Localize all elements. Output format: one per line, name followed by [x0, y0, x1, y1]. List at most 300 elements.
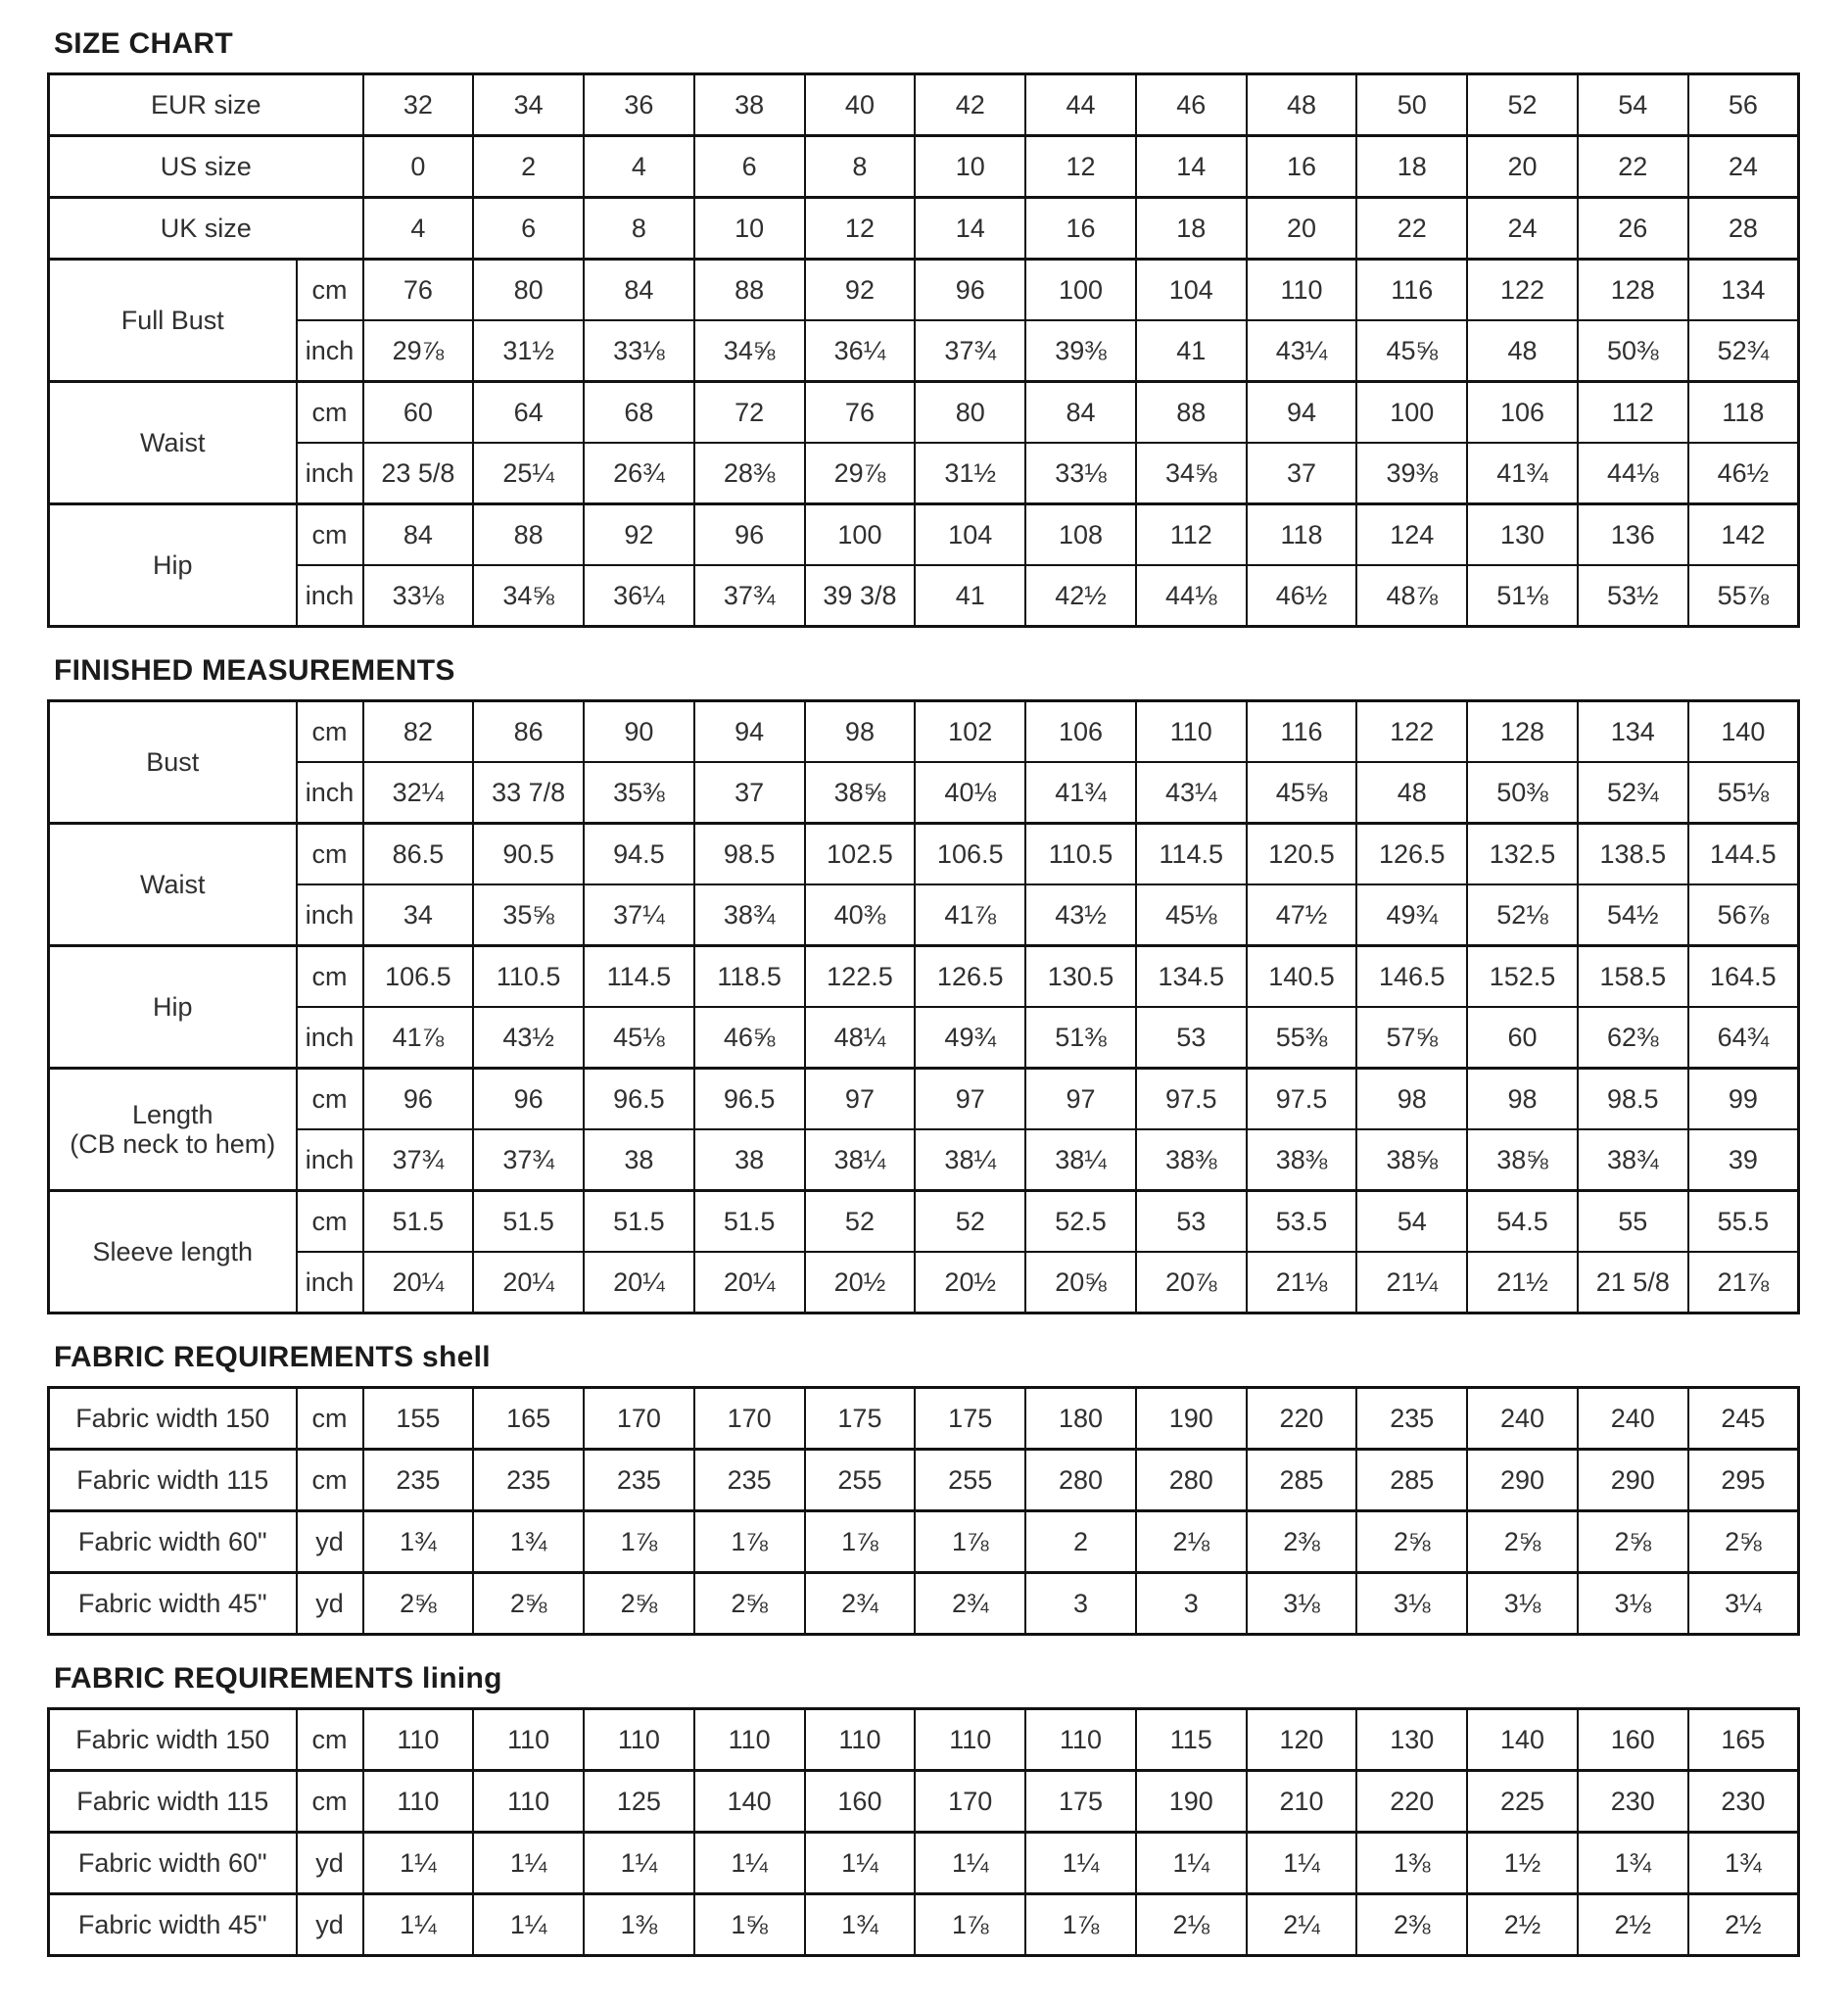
table-cell: 51⅛ — [1467, 565, 1578, 627]
table-cell: 100 — [1356, 382, 1467, 444]
table-cell: 34 — [363, 884, 474, 946]
table-cell: 115 — [1136, 1709, 1247, 1771]
table-cell: 60 — [1467, 1007, 1578, 1069]
table-cell: 128 — [1467, 701, 1578, 763]
unit-label: yd — [297, 1511, 363, 1573]
table-cell: 40 — [805, 74, 916, 136]
table-cell: 49¾ — [915, 1007, 1025, 1069]
table-cell: 46 — [1136, 74, 1247, 136]
table-cell: 104 — [1136, 260, 1247, 321]
table-cell: 220 — [1356, 1771, 1467, 1833]
table-cell: 32¼ — [363, 762, 474, 824]
table-cell: 98 — [1467, 1069, 1578, 1130]
table-cell: 43¼ — [1247, 320, 1357, 382]
row-label: UK size — [49, 198, 363, 260]
table-cell: 60 — [363, 382, 474, 444]
table-cell: 1⅞ — [584, 1511, 694, 1573]
table-cell: 190 — [1136, 1388, 1247, 1450]
table-cell: 2⅝ — [694, 1573, 805, 1635]
table-cell: 120 — [1247, 1709, 1357, 1771]
table-cell: 28⅜ — [694, 443, 805, 504]
table-cell: 48¼ — [805, 1007, 916, 1069]
table-cell: 52.5 — [1025, 1191, 1136, 1253]
table-cell: 98 — [1356, 1069, 1467, 1130]
table-cell: 1¾ — [1578, 1833, 1688, 1894]
table-row — [49, 382, 1799, 444]
table-cell: 126.5 — [1356, 824, 1467, 885]
table-cell: 29⅞ — [805, 443, 916, 504]
table-cell: 37¼ — [584, 884, 694, 946]
unit-label: inch — [297, 1007, 363, 1069]
row-label: Fabric width 45" — [49, 1894, 297, 1956]
table-cell: 2⅝ — [584, 1573, 694, 1635]
row-label: Fabric width 115 — [49, 1771, 297, 1833]
table-cell: 39 — [1688, 1129, 1799, 1191]
table-row — [49, 1252, 1799, 1313]
table-cell: 165 — [1688, 1709, 1799, 1771]
unit-label: yd — [297, 1573, 363, 1635]
table-cell: 106.5 — [915, 824, 1025, 885]
table-cell: 25¼ — [473, 443, 584, 504]
table-cell: 55 — [1578, 1191, 1688, 1253]
table-cell: 128 — [1578, 260, 1688, 321]
table-cell: 1¼ — [473, 1833, 584, 1894]
table-cell: 295 — [1688, 1450, 1799, 1511]
table-cell: 24 — [1688, 136, 1799, 198]
table-cell: 2 — [473, 136, 584, 198]
row-label-text: Hip — [152, 549, 193, 580]
table-cell: 62⅜ — [1578, 1007, 1688, 1069]
table-cell: 40⅛ — [915, 762, 1025, 824]
table-cell: 6 — [694, 136, 805, 198]
table-cell: 39 3/8 — [805, 565, 916, 627]
table-cell: 110 — [363, 1709, 474, 1771]
table-cell: 98 — [805, 701, 916, 763]
table-row — [49, 504, 1799, 566]
unit-label: cm — [297, 504, 363, 566]
table-cell: 45⅛ — [1136, 884, 1247, 946]
table-cell: 146.5 — [1356, 946, 1467, 1008]
table-cell: 98.5 — [1578, 1069, 1688, 1130]
table-cell: 68 — [584, 382, 694, 444]
table-cell: 134 — [1578, 701, 1688, 763]
table-row — [49, 701, 1799, 763]
table-cell: 1⅞ — [1025, 1894, 1136, 1956]
unit-label: yd — [297, 1833, 363, 1894]
table-cell: 96 — [694, 504, 805, 566]
table-cell: 20¼ — [363, 1252, 474, 1313]
table-cell: 76 — [363, 260, 474, 321]
table-cell: 42 — [915, 74, 1025, 136]
table-cell: 90.5 — [473, 824, 584, 885]
table-cell: 37 — [694, 762, 805, 824]
table-cell: 64¾ — [1688, 1007, 1799, 1069]
table-cell: 37 — [1247, 443, 1357, 504]
table-cell: 21⅛ — [1247, 1252, 1357, 1313]
table-cell: 96.5 — [694, 1069, 805, 1130]
table-cell: 122 — [1356, 701, 1467, 763]
table-cell: 31½ — [915, 443, 1025, 504]
table-cell: 10 — [915, 136, 1025, 198]
table-cell: 34⅝ — [473, 565, 584, 627]
table-cell: 20½ — [915, 1252, 1025, 1313]
table-cell: 18 — [1136, 198, 1247, 260]
table-cell: 20 — [1247, 198, 1357, 260]
table-cell: 1⅝ — [694, 1894, 805, 1956]
table-cell: 35⅜ — [584, 762, 694, 824]
table-cell: 164.5 — [1688, 946, 1799, 1008]
table-cell: 12 — [1025, 136, 1136, 198]
table-cell: 3 — [1025, 1573, 1136, 1635]
table-cell: 46½ — [1688, 443, 1799, 504]
table-cell: 41¾ — [1025, 762, 1136, 824]
table-cell: 40⅜ — [805, 884, 916, 946]
table-cell: 97.5 — [1247, 1069, 1357, 1130]
table-cell: 56 — [1688, 74, 1799, 136]
table-cell: 35⅝ — [473, 884, 584, 946]
table-cell: 110 — [1247, 260, 1357, 321]
table-cell: 96 — [363, 1069, 474, 1130]
table-cell: 54 — [1578, 74, 1688, 136]
table-cell: 8 — [584, 198, 694, 260]
table-cell: 51.5 — [584, 1191, 694, 1253]
table-row — [49, 1833, 1799, 1894]
table-cell: 110 — [584, 1709, 694, 1771]
table-cell: 41⅞ — [915, 884, 1025, 946]
section-title-finished-measurements: FINISHED MEASUREMENTS — [54, 654, 455, 687]
table-cell: 230 — [1578, 1771, 1688, 1833]
table-cell: 38 — [694, 1129, 805, 1191]
table-cell: 155 — [363, 1388, 474, 1450]
table-cell: 98.5 — [694, 824, 805, 885]
table-cell: 1¾ — [805, 1894, 916, 1956]
table-cell: 76 — [805, 382, 916, 444]
table-cell: 48 — [1356, 762, 1467, 824]
table-cell: 170 — [915, 1771, 1025, 1833]
table-cell: 125 — [584, 1771, 694, 1833]
table-row — [49, 1450, 1799, 1511]
finished-measurements-table — [47, 699, 1800, 1314]
unit-label: cm — [297, 824, 363, 885]
row-label — [49, 260, 297, 382]
table-cell: 110 — [694, 1709, 805, 1771]
table-cell: 235 — [694, 1450, 805, 1511]
table-cell: 86 — [473, 701, 584, 763]
table-cell: 51⅜ — [1025, 1007, 1136, 1069]
table-cell: 2⅛ — [1136, 1511, 1247, 1573]
table-cell: 16 — [1025, 198, 1136, 260]
table-cell: 99 — [1688, 1069, 1799, 1130]
table-cell: 2½ — [1688, 1894, 1799, 1956]
table-cell: 0 — [363, 136, 474, 198]
unit-label: yd — [297, 1894, 363, 1956]
table-cell: 138.5 — [1578, 824, 1688, 885]
unit-label: inch — [297, 884, 363, 946]
table-cell: 38 — [694, 74, 805, 136]
table-cell: 106 — [1467, 382, 1578, 444]
table-cell: 57⅝ — [1356, 1007, 1467, 1069]
table-row — [49, 946, 1799, 1008]
table-cell: 84 — [584, 260, 694, 321]
table-cell: 97 — [915, 1069, 1025, 1130]
table-cell: 116 — [1247, 701, 1357, 763]
table-cell: 1¾ — [473, 1511, 584, 1573]
table-cell: 88 — [1136, 382, 1247, 444]
table-cell: 2⅛ — [1136, 1894, 1247, 1956]
table-cell: 280 — [1025, 1450, 1136, 1511]
table-cell: 2⅝ — [1578, 1511, 1688, 1573]
table-cell: 108 — [1025, 504, 1136, 566]
row-label-text: Waist — [140, 869, 206, 899]
table-cell: 96 — [473, 1069, 584, 1130]
table-cell: 1⅞ — [915, 1894, 1025, 1956]
table-cell: 235 — [473, 1450, 584, 1511]
table-cell: 126.5 — [915, 946, 1025, 1008]
table-cell: 55⅜ — [1247, 1007, 1357, 1069]
unit-label: inch — [297, 443, 363, 504]
table-cell: 1¼ — [363, 1894, 474, 1956]
row-label — [49, 382, 297, 504]
unit-label: cm — [297, 1069, 363, 1130]
table-cell: 52¾ — [1578, 762, 1688, 824]
unit-label: cm — [297, 382, 363, 444]
table-row — [49, 198, 1799, 260]
row-label — [49, 824, 297, 946]
document-body — [47, 27, 1800, 1957]
table-cell: 48⅞ — [1356, 565, 1467, 627]
table-cell: 140.5 — [1247, 946, 1357, 1008]
table-cell: 92 — [584, 504, 694, 566]
table-cell: 21⅞ — [1688, 1252, 1799, 1313]
table-cell: 3¼ — [1688, 1573, 1799, 1635]
table-cell: 36¼ — [805, 320, 916, 382]
table-cell: 100 — [805, 504, 916, 566]
table-cell: 55⅞ — [1688, 565, 1799, 627]
table-cell: 31½ — [473, 320, 584, 382]
table-row — [49, 1388, 1799, 1450]
table-cell: 255 — [915, 1450, 1025, 1511]
section-title-fabric-requirements-lining: FABRIC REQUIREMENTS lining — [54, 1662, 502, 1695]
table-cell: 2 — [1025, 1511, 1136, 1573]
table-cell: 29⅞ — [363, 320, 474, 382]
table-cell: 51.5 — [694, 1191, 805, 1253]
table-cell: 140 — [1467, 1709, 1578, 1771]
table-cell: 21 5/8 — [1578, 1252, 1688, 1313]
table-cell: 2⅝ — [1356, 1511, 1467, 1573]
table-cell: 280 — [1136, 1450, 1247, 1511]
table-cell: 114.5 — [584, 946, 694, 1008]
fabric-requirements-lining-table — [47, 1707, 1800, 1957]
table-cell: 44⅛ — [1578, 443, 1688, 504]
table-cell: 3⅛ — [1247, 1573, 1357, 1635]
table-cell: 23 5/8 — [363, 443, 474, 504]
table-cell: 2¼ — [1247, 1894, 1357, 1956]
table-cell: 118.5 — [694, 946, 805, 1008]
table-cell: 110 — [473, 1771, 584, 1833]
table-row — [49, 1709, 1799, 1771]
table-cell: 8 — [805, 136, 916, 198]
table-cell: 33⅛ — [1025, 443, 1136, 504]
table-cell: 106 — [1025, 701, 1136, 763]
table-cell: 41⅞ — [363, 1007, 474, 1069]
table-cell: 210 — [1247, 1771, 1357, 1833]
table-row — [49, 1191, 1799, 1253]
table-cell: 245 — [1688, 1388, 1799, 1450]
table-cell: 220 — [1247, 1388, 1357, 1450]
table-cell: 26 — [1578, 198, 1688, 260]
table-cell: 53 — [1136, 1007, 1247, 1069]
table-cell: 118 — [1688, 382, 1799, 444]
table-cell: 53½ — [1578, 565, 1688, 627]
table-cell: 64 — [473, 382, 584, 444]
table-cell: 230 — [1688, 1771, 1799, 1833]
unit-label: inch — [297, 1252, 363, 1313]
table-cell: 110.5 — [473, 946, 584, 1008]
table-cell: 160 — [1578, 1709, 1688, 1771]
table-cell: 52⅛ — [1467, 884, 1578, 946]
table-cell: 1¾ — [1688, 1833, 1799, 1894]
table-cell: 39⅜ — [1356, 443, 1467, 504]
table-cell: 122.5 — [805, 946, 916, 1008]
table-cell: 37¾ — [694, 565, 805, 627]
table-row — [49, 565, 1799, 627]
table-cell: 6 — [473, 198, 584, 260]
table-cell: 53.5 — [1247, 1191, 1357, 1253]
table-cell: 2⅝ — [473, 1573, 584, 1635]
unit-label: inch — [297, 565, 363, 627]
table-cell: 38¾ — [1578, 1129, 1688, 1191]
table-cell: 82 — [363, 701, 474, 763]
table-cell: 44⅛ — [1136, 565, 1247, 627]
section-title-size-chart: SIZE CHART — [54, 27, 233, 60]
table-cell: 14 — [915, 198, 1025, 260]
table-cell: 54 — [1356, 1191, 1467, 1253]
table-cell: 45⅝ — [1247, 762, 1357, 824]
table-cell: 2¾ — [915, 1573, 1025, 1635]
row-label: EUR size — [49, 74, 363, 136]
table-cell: 84 — [363, 504, 474, 566]
row-label-subtext: (CB neck to hem) — [70, 1129, 276, 1159]
table-cell: 96 — [915, 260, 1025, 321]
table-row — [49, 1007, 1799, 1069]
row-label: Fabric width 150 — [49, 1388, 297, 1450]
unit-label: cm — [297, 1388, 363, 1450]
table-cell: 1¼ — [915, 1833, 1025, 1894]
table-cell: 170 — [694, 1388, 805, 1450]
table-cell: 52 — [1467, 74, 1578, 136]
table-cell: 36 — [584, 74, 694, 136]
table-cell: 235 — [584, 1450, 694, 1511]
table-row — [49, 1069, 1799, 1130]
table-cell: 114.5 — [1136, 824, 1247, 885]
table-cell: 55.5 — [1688, 1191, 1799, 1253]
table-cell: 110 — [363, 1771, 474, 1833]
table-row — [49, 1771, 1799, 1833]
table-cell: 34⅝ — [1136, 443, 1247, 504]
table-row — [49, 824, 1799, 885]
table-cell: 48 — [1247, 74, 1357, 136]
table-cell: 33⅛ — [363, 565, 474, 627]
table-cell: 110 — [473, 1709, 584, 1771]
table-cell: 33⅛ — [584, 320, 694, 382]
table-cell: 38⅝ — [805, 762, 916, 824]
table-cell: 44 — [1025, 74, 1136, 136]
unit-label: inch — [297, 762, 363, 824]
table-cell: 32 — [363, 74, 474, 136]
table-cell: 1½ — [1467, 1833, 1578, 1894]
table-cell: 80 — [915, 382, 1025, 444]
table-cell: 1¼ — [473, 1894, 584, 1956]
table-cell: 3⅛ — [1578, 1573, 1688, 1635]
table-cell: 4 — [584, 136, 694, 198]
table-cell: 39⅜ — [1025, 320, 1136, 382]
table-cell: 1¼ — [1025, 1833, 1136, 1894]
table-cell: 124 — [1356, 504, 1467, 566]
table-cell: 18 — [1356, 136, 1467, 198]
table-cell: 22 — [1356, 198, 1467, 260]
unit-label: inch — [297, 1129, 363, 1191]
table-cell: 51.5 — [473, 1191, 584, 1253]
table-cell: 1⅜ — [584, 1894, 694, 1956]
table-cell: 97.5 — [1136, 1069, 1247, 1130]
table-cell: 1¼ — [694, 1833, 805, 1894]
unit-label: cm — [297, 1771, 363, 1833]
table-cell: 38⅜ — [1136, 1129, 1247, 1191]
table-cell: 88 — [473, 504, 584, 566]
table-cell: 10 — [694, 198, 805, 260]
table-row — [49, 1511, 1799, 1573]
table-cell: 97 — [1025, 1069, 1136, 1130]
table-cell: 2½ — [1467, 1894, 1578, 1956]
table-cell: 21½ — [1467, 1252, 1578, 1313]
table-cell: 24 — [1467, 198, 1578, 260]
table-cell: 1⅞ — [694, 1511, 805, 1573]
table-cell: 1⅜ — [1356, 1833, 1467, 1894]
table-cell: 3⅛ — [1467, 1573, 1578, 1635]
table-cell: 54½ — [1578, 884, 1688, 946]
table-cell: 56⅞ — [1688, 884, 1799, 946]
table-cell: 2½ — [1578, 1894, 1688, 1956]
table-cell: 45⅝ — [1356, 320, 1467, 382]
table-cell: 2⅜ — [1356, 1894, 1467, 1956]
table-cell: 3⅛ — [1356, 1573, 1467, 1635]
row-label: Fabric width 150 — [49, 1709, 297, 1771]
table-cell: 72 — [694, 382, 805, 444]
table-cell: 165 — [473, 1388, 584, 1450]
row-label — [49, 946, 297, 1069]
row-label: Fabric width 115 — [49, 1450, 297, 1511]
table-cell: 86.5 — [363, 824, 474, 885]
table-cell: 38⅜ — [1247, 1129, 1357, 1191]
table-cell: 255 — [805, 1450, 916, 1511]
table-cell: 47½ — [1247, 884, 1357, 946]
table-cell: 100 — [1025, 260, 1136, 321]
table-cell: 134 — [1688, 260, 1799, 321]
table-cell: 110 — [915, 1709, 1025, 1771]
table-cell: 38⅝ — [1356, 1129, 1467, 1191]
table-cell: 175 — [915, 1388, 1025, 1450]
table-cell: 235 — [363, 1450, 474, 1511]
table-cell: 38¼ — [1025, 1129, 1136, 1191]
table-cell: 1⅞ — [805, 1511, 916, 1573]
table-cell: 21¼ — [1356, 1252, 1467, 1313]
table-cell: 90 — [584, 701, 694, 763]
table-cell: 94 — [694, 701, 805, 763]
row-label-text: Waist — [140, 427, 206, 457]
table-cell: 38 — [584, 1129, 694, 1191]
table-cell: 130.5 — [1025, 946, 1136, 1008]
row-label: Fabric width 60" — [49, 1511, 297, 1573]
